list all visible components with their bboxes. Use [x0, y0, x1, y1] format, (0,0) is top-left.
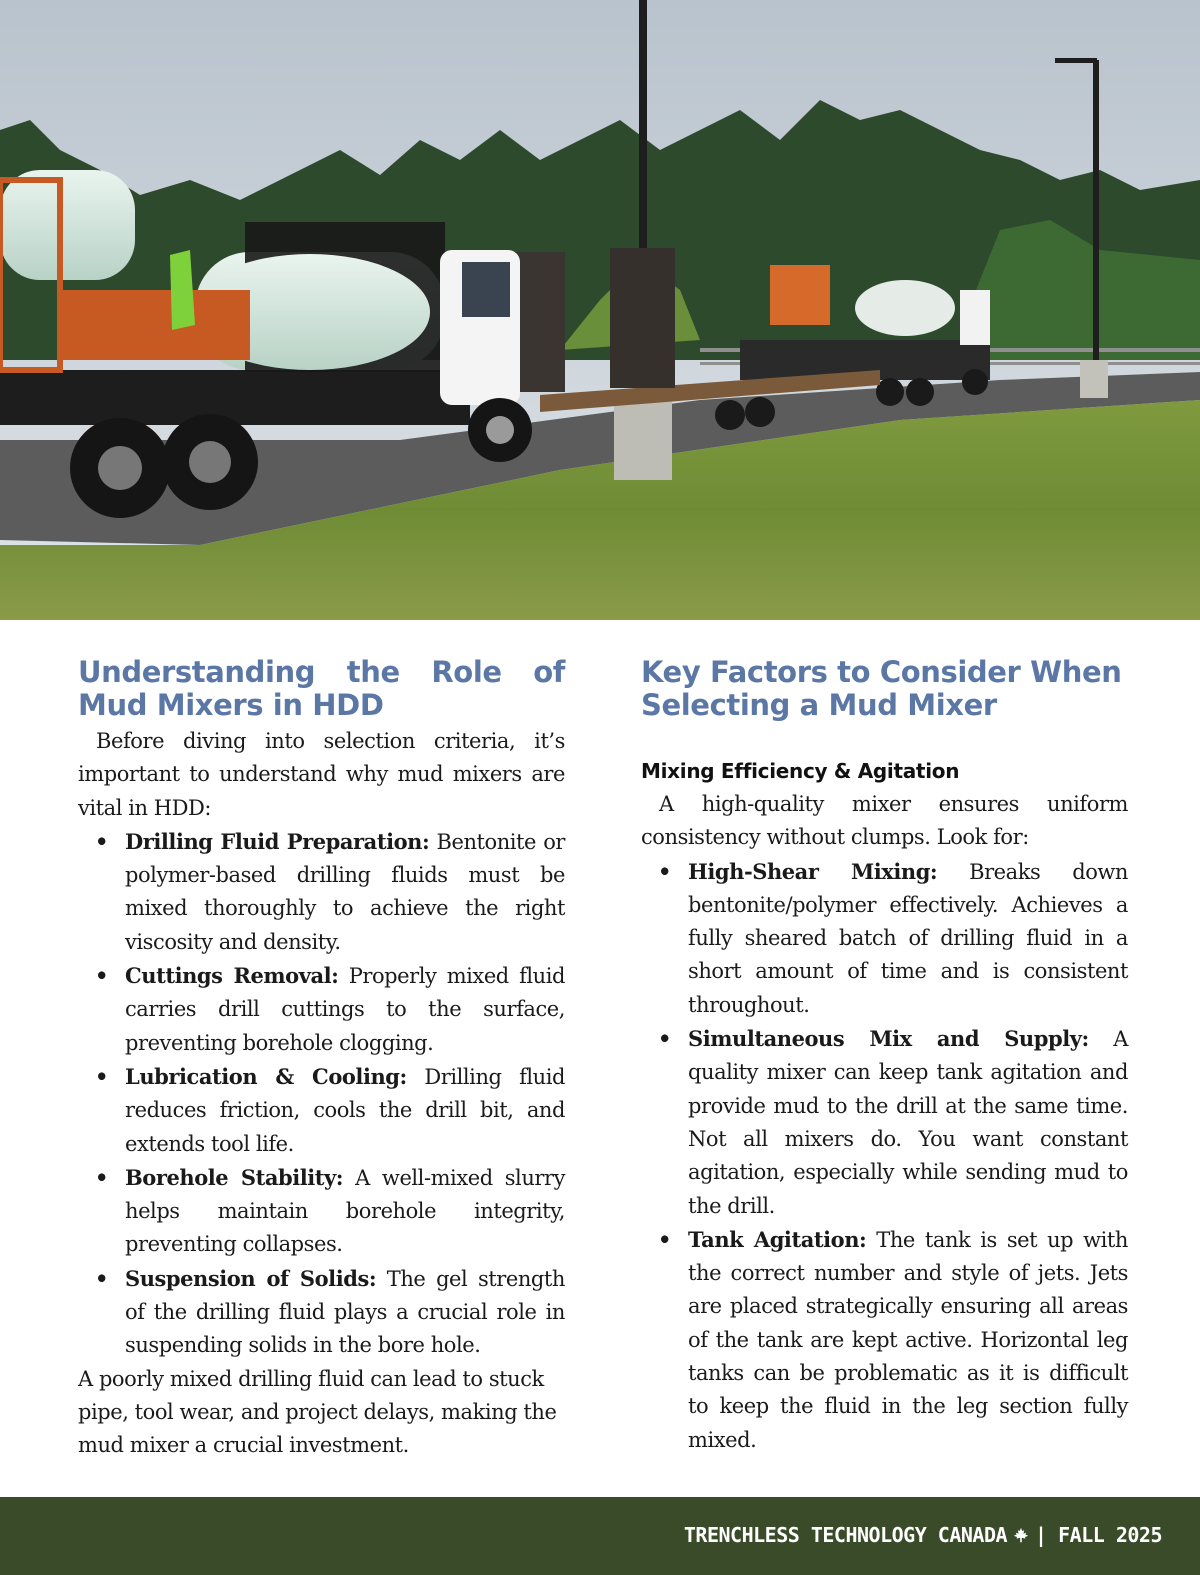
- maple-leaf-icon: [1013, 1523, 1029, 1547]
- spacer: [641, 722, 1128, 755]
- list-item-text: The gel strength of the drilling fluid plays a crucial role in suspending solids in the bore hole.: [125, 1266, 565, 1358]
- list-item: • Tank Agitation: The tank is set up with the correct number and style of jets. Jets are placed strategically ensuring all areas of the tank are kept active. Horizontal leg tanks can be problematic as it is difficult to keep the fluid in the leg section fully mixed.: [658, 1226, 1128, 1452]
- list-item: • Cuttings Removal: Properly mixed fluid carries drill cuttings to the surface, preventing borehole clogging.: [95, 963, 565, 1055]
- list-item-term: Tank Agitation:: [688, 1226, 867, 1252]
- list-item-term: Cuttings Removal:: [125, 963, 339, 989]
- list-item-term: Drilling Fluid Preparation:: [125, 828, 430, 854]
- page-footer: [0, 1497, 1200, 1575]
- list-item: • Suspension of Solids: The gel strength of the drilling fluid plays a crucial role in suspending solids in the bore hole.: [95, 1265, 565, 1358]
- list-item-text: A well-mixed slurry helps maintain borehole integrity, preventing collapses.: [125, 1165, 565, 1257]
- list-item: • High-Shear Mixing: Breaks down bentonite/polymer effectively. Achieves a fully sheared batch of drilling fluid in a short amount of time and is consistent throughout.: [658, 858, 1128, 1017]
- list-item-term: Borehole Stability:: [125, 1164, 344, 1190]
- role-list: [78, 825, 565, 1363]
- list-item: • Drilling Fluid Preparation: Bentonite or polymer-based drilling fluids must be mixed thoroughly to achieve the right viscosity and density.: [95, 828, 565, 954]
- section-heading-key-factors: Key Factors to Consider When Selecting a Mud Mixer: [641, 655, 1122, 722]
- list-item-text: The tank is set up with the correct number and style of jets. Jets are placed strategically ensuring all areas of the tank are kept active. Horizontal leg tanks can be problematic as it is difficult to keep the fluid in the leg section fully mixed.: [688, 1227, 1128, 1452]
- right-column: [641, 656, 1128, 1457]
- subheading-mixing-efficiency: Mixing Efficiency & Agitation: [641, 759, 960, 783]
- list-item-term: Simultaneous Mix and Supply:: [688, 1026, 1089, 1052]
- list-item-text: Properly mixed fluid carries drill cuttings to the surface, preventing borehole clogging.: [125, 964, 565, 1055]
- list-item-text: Breaks down bentonite/polymer effectively. Achieves a fully sheared batch of drilling fluid in a short amount of time and is consistent throughout.: [688, 859, 1128, 1017]
- section-heading-role-of-mud-mixers: Understanding the Role of Mud Mixers in HDD: [78, 655, 565, 722]
- footer-separator: |: [1035, 1523, 1047, 1547]
- header-photo: [0, 0, 1200, 620]
- mud-mixer-trucks-photo: [0, 0, 1200, 620]
- issue-date: FALL 2025: [1058, 1523, 1162, 1547]
- list-item-term: Suspension of Solids:: [125, 1265, 377, 1291]
- factors-list: [641, 855, 1128, 1457]
- conclusion-paragraph: A poorly mixed drilling fluid can lead to stuck pipe, tool wear, and project delays, making the mud mixer a crucial investment.: [78, 1366, 557, 1458]
- left-column: [78, 656, 565, 1463]
- list-item: • Lubrication & Cooling: Drilling fluid reduces friction, cools the drill bit, and extends tool life.: [95, 1063, 565, 1156]
- list-item-text: Bentonite or polymer-based drilling fluids must be mixed thoroughly to achieve the right viscosity and density.: [125, 829, 565, 954]
- list-item-text: Drilling fluid reduces friction, cools the drill bit, and extends tool life.: [125, 1064, 565, 1156]
- publication-name: TRENCHLESS TECHNOLOGY CANADA: [683, 1523, 1008, 1547]
- list-item: • Simultaneous Mix and Supply: A quality mixer can keep tank agitation and provide mud to the drill at the same time. Not all mixers do. You want constant agitation, especially while sending mud to the drill.: [658, 1026, 1128, 1218]
- intro-paragraph: A high-quality mixer ensures uniform consistency without clumps. Look for:: [641, 792, 1128, 850]
- list-item-text: A quality mixer can keep tank agitation and provide mud to the drill at the same time. Not all mixers do. You want constant agitation, especially while sending mud to the drill.: [688, 1027, 1128, 1218]
- list-item-term: Lubrication & Cooling:: [125, 1063, 407, 1089]
- footer-text: [684, 1523, 1162, 1547]
- list-item-term: High-Shear Mixing:: [688, 858, 938, 884]
- list-item: • Borehole Stability: A well-mixed slurry helps maintain borehole integrity, preventing collapses.: [95, 1164, 565, 1257]
- intro-paragraph: Before diving into selection criteria, it’s important to understand why mud mixers are vital in HDD:: [78, 729, 565, 820]
